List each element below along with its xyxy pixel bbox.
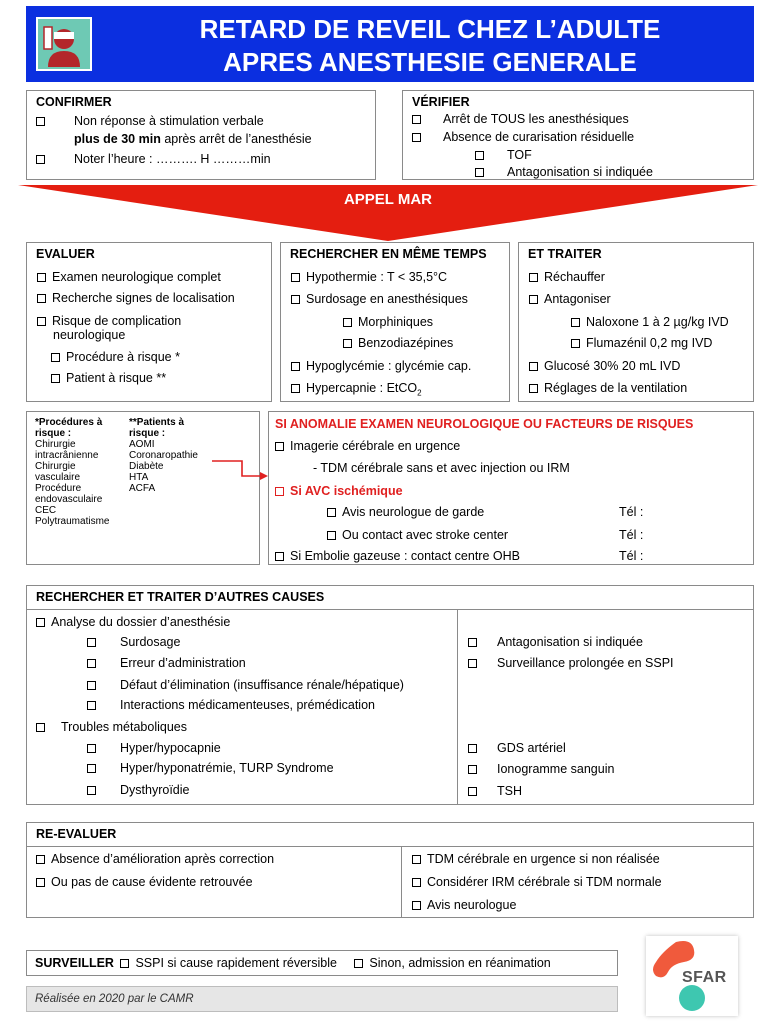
reevaluer-header — [26, 822, 754, 847]
verifier-box — [402, 90, 754, 180]
rechercher-box — [280, 242, 510, 402]
traiter-item1: Réchauffer — [529, 269, 605, 285]
autres-right-box — [457, 609, 754, 805]
evaluer-sub2: Patient à risque ** — [51, 370, 166, 386]
checkbox[interactable] — [275, 552, 284, 561]
checkbox[interactable] — [412, 901, 421, 910]
evaluer-item2: Recherche signes de localisation — [37, 290, 235, 306]
anomalie-heading: SI ANOMALIE EXAMEN NEUROLOGIQUE OU FACTEURS DE RISQUES — [275, 417, 694, 431]
traiter-item4: Réglages de la ventilation — [529, 380, 687, 396]
checkbox[interactable] — [87, 638, 96, 647]
risk-legend-box — [26, 411, 260, 565]
traiter-box — [518, 242, 754, 402]
verifier-sub1: TOF — [507, 148, 532, 162]
confirmer-box — [26, 90, 376, 180]
checkbox[interactable] — [87, 659, 96, 668]
autres-r1-item2: Surveillance prolongée en SSPI — [468, 655, 674, 671]
reevaluer-l2: Ou pas de cause évidente retrouvée — [36, 874, 253, 890]
anomalie-item1: Imagerie cérébrale en urgence — [275, 438, 460, 454]
tel-label-2: Tél : — [619, 528, 644, 542]
reevaluer-l1: Absence d’amélioration après correction — [36, 851, 274, 867]
verifier-sub2: Antagonisation si indiquée — [507, 165, 653, 179]
checkbox[interactable] — [412, 878, 421, 887]
patients-heading: **Patients à risque : — [129, 417, 185, 439]
checkbox[interactable] — [291, 384, 300, 393]
checkbox[interactable] — [291, 273, 300, 282]
rechercher-sub2: Benzodiazépines — [343, 335, 453, 351]
evaluer-heading: EVALUER — [36, 247, 95, 261]
checkbox[interactable] — [87, 701, 96, 710]
evaluer-box — [26, 242, 272, 402]
checkbox[interactable] — [51, 374, 60, 383]
surveiller-box — [26, 950, 618, 976]
checkbox[interactable] — [37, 273, 46, 282]
checkbox[interactable] — [87, 744, 96, 753]
autres-r2-item1: GDS artériel — [468, 740, 566, 756]
checkbox[interactable] — [468, 638, 477, 647]
patients-list: AOMI Coronaropathie Diabète HTA ACFA — [129, 439, 198, 494]
checkbox[interactable] — [529, 295, 538, 304]
autres-r2-item2: Ionogramme sanguin — [468, 761, 614, 777]
checkbox[interactable] — [412, 115, 421, 124]
evaluer-item3: Risque de complication — [37, 313, 181, 329]
procedures-heading: *Procédures à risque : — [35, 417, 103, 439]
traiter-item3: Glucosé 30% 20 mL IVD — [529, 358, 680, 374]
reevaluer-heading: RE-EVALUER — [36, 827, 117, 841]
autres-b-sub2: Hyper/hyponatrémie, TURP Syndrome — [87, 760, 334, 776]
autres-a1: Analyse du dossier d’anesthésie — [36, 614, 230, 630]
checkbox[interactable] — [36, 117, 45, 126]
autres-a-sub3: Défaut d’élimination (insuffisance rénale/hépatique) — [87, 677, 404, 693]
evaluer-sub1: Procédure à risque * — [51, 349, 180, 365]
appel-mar-label: APPEL MAR — [343, 191, 433, 208]
checkbox[interactable] — [291, 362, 300, 371]
page-title-line1: RETARD DE REVEIL CHEZ L’ADULTE — [199, 14, 661, 44]
checkbox[interactable] — [529, 273, 538, 282]
checkbox[interactable] — [468, 787, 477, 796]
checkbox[interactable] — [412, 133, 421, 142]
checkbox[interactable] — [87, 681, 96, 690]
checkbox[interactable] — [343, 318, 352, 327]
checkbox[interactable] — [37, 294, 46, 303]
checkbox[interactable] — [327, 508, 336, 517]
evaluer-item3-cont: neurologique — [53, 328, 126, 342]
footer-bar — [26, 986, 618, 1012]
sfar-logo — [646, 936, 738, 1016]
anomalie-item2: Si AVC ischémique — [275, 483, 403, 499]
checkbox[interactable] — [87, 764, 96, 773]
autres-a-sub4: Interactions médicamenteuses, prémédication — [87, 697, 375, 713]
confirmer-heading: CONFIRMER — [36, 95, 112, 109]
checkbox[interactable] — [327, 531, 336, 540]
rechercher-item1: Hypothermie : T < 35,5°C — [291, 269, 447, 285]
traiter-item2: Antagoniser — [529, 291, 611, 307]
tel-label-3: Tél : — [619, 549, 644, 563]
confirmer-item1: Non réponse à stimulation verbale — [74, 114, 264, 128]
anomalie-sub1: Avis neurologue de garde — [327, 504, 484, 520]
traiter-sub2: Flumazénil 0,2 mg IVD — [571, 335, 712, 351]
autres-causes-header — [26, 585, 754, 610]
traiter-sub1: Naloxone 1 à 2 µg/kg IVD — [571, 314, 729, 330]
autres-a-sub2: Erreur d’administration — [87, 655, 246, 671]
autres-b-sub1: Hyper/hypocapnie — [87, 740, 221, 756]
rechercher-heading: RECHERCHER EN MÊME TEMPS — [290, 247, 487, 261]
checkbox[interactable] — [529, 362, 538, 371]
checkbox[interactable] — [291, 295, 300, 304]
title-icon — [36, 17, 92, 71]
logo-text: SFAR — [682, 969, 727, 986]
tel-label-1: Tél : — [619, 505, 644, 519]
reevaluer-r2: Considérer IRM cérébrale si TDM normale — [412, 874, 662, 890]
rechercher-item2: Surdosage en anesthésiques — [291, 291, 468, 307]
traiter-heading: ET TRAITER — [528, 247, 602, 261]
red-arrow — [200, 458, 270, 482]
autres-left-box — [26, 609, 458, 805]
surveiller-line: SURVEILLER SSPI si cause rapidement réversible Sinon, admission en réanimation — [35, 956, 551, 970]
checkbox[interactable] — [468, 744, 477, 753]
autres-a-sub1: Surdosage — [87, 634, 180, 650]
rechercher-item4: Hypercapnie : EtCO$_2$ — [291, 380, 422, 402]
reevaluer-r3: Avis neurologue — [412, 897, 516, 913]
checkbox[interactable] — [468, 765, 477, 774]
checkbox[interactable] — [36, 723, 45, 732]
page-title-line2: APRES ANESTHESIE GENERALE — [223, 47, 637, 77]
surveiller-heading: SURVEILLER — [35, 956, 114, 970]
anomalie-item3: Si Embolie gazeuse : contact centre OHB — [275, 548, 520, 564]
checkbox[interactable] — [275, 487, 284, 496]
confirmer-item2: Noter l’heure : ………. H ………min — [74, 152, 271, 166]
anomalie-sub2: Ou contact avec stroke center — [327, 527, 508, 543]
checkbox[interactable] — [571, 339, 580, 348]
checkbox[interactable] — [36, 155, 45, 164]
verifier-item1: Arrêt de TOUS les anesthésiques — [443, 112, 629, 126]
autres-r1-item1: Antagonisation si indiquée — [468, 634, 643, 650]
verifier-heading: VÉRIFIER — [412, 95, 470, 109]
checkbox[interactable] — [120, 959, 129, 968]
rechercher-item3: Hypoglycémie : glycémie cap. — [291, 358, 471, 374]
checkbox[interactable] — [36, 878, 45, 887]
checkbox[interactable] — [36, 618, 45, 627]
confirmer-item1-cont: plus de 30 min après arrêt de l’anesthésie — [74, 132, 312, 146]
checkbox[interactable] — [275, 442, 284, 451]
reevaluer-left-box — [26, 846, 402, 918]
checkbox[interactable] — [475, 151, 484, 160]
footer-text: Réalisée en 2020 par le CAMR — [35, 993, 194, 1005]
checkbox[interactable] — [354, 959, 363, 968]
procedures-list: Chirurgie intracrânienne Chirurgie vasculaire Procédure endovasculaire CEC Polytraumatisme — [35, 439, 110, 527]
reevaluer-r1: TDM cérébrale en urgence si non réalisée — [412, 851, 660, 867]
checkbox[interactable] — [37, 317, 46, 326]
rechercher-sub1: Morphiniques — [343, 314, 433, 330]
checkbox[interactable] — [51, 353, 60, 362]
anomalie-item1-sub: - TDM cérébrale sans et avec injection ou IRM — [313, 461, 570, 475]
checkbox[interactable] — [412, 855, 421, 864]
anomalie-box — [268, 411, 754, 565]
verifier-item2: Absence de curarisation résiduelle — [443, 130, 635, 144]
autres-r2-item3: TSH — [468, 783, 522, 799]
checkbox[interactable] — [475, 168, 484, 177]
checkbox[interactable] — [529, 384, 538, 393]
autres-b-sub3: Dysthyroïdie — [87, 782, 189, 798]
checkbox[interactable] — [571, 318, 580, 327]
evaluer-item1: Examen neurologique complet — [37, 269, 221, 285]
autres-b1: Troubles métaboliques — [36, 719, 187, 735]
checkbox[interactable] — [468, 659, 477, 668]
reevaluer-right-box — [401, 846, 754, 918]
autres-heading: RECHERCHER ET TRAITER D’AUTRES CAUSES — [36, 590, 325, 604]
checkbox[interactable] — [36, 855, 45, 864]
checkbox[interactable] — [87, 786, 96, 795]
checkbox[interactable] — [343, 339, 352, 348]
